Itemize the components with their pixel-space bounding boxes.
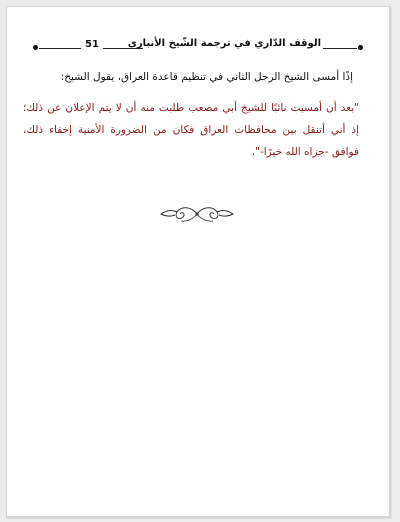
document-page: [6, 6, 390, 517]
quote-paragraph: "بعد أن أمسيت نائبًا للشيخ أبي مصعب طلبت منه أن لا يتم الإعلان عن ذلك؛ إذ أني أتنقل بين محافظات العراق فكان من الضرورة الأمنية إخفاء ذلك، فوافق -جزاه الله خيرًا-".: [23, 102, 359, 158]
intro-paragraph: إذًا أمسى الشيخ الرجل الثاني في تنظيم قاعدة العراق، يقول الشيخ:: [60, 71, 353, 83]
running-title: الوقف الدّاري في ترجمة الشّيخ الأنباري: [127, 38, 321, 49]
page-number: 51: [81, 39, 103, 50]
decorative-flourish-icon: [157, 203, 237, 225]
page-header: [33, 39, 367, 55]
header-rule-right: [323, 48, 357, 49]
header-dot-left: [33, 45, 38, 50]
header-dot-right: [358, 45, 363, 50]
